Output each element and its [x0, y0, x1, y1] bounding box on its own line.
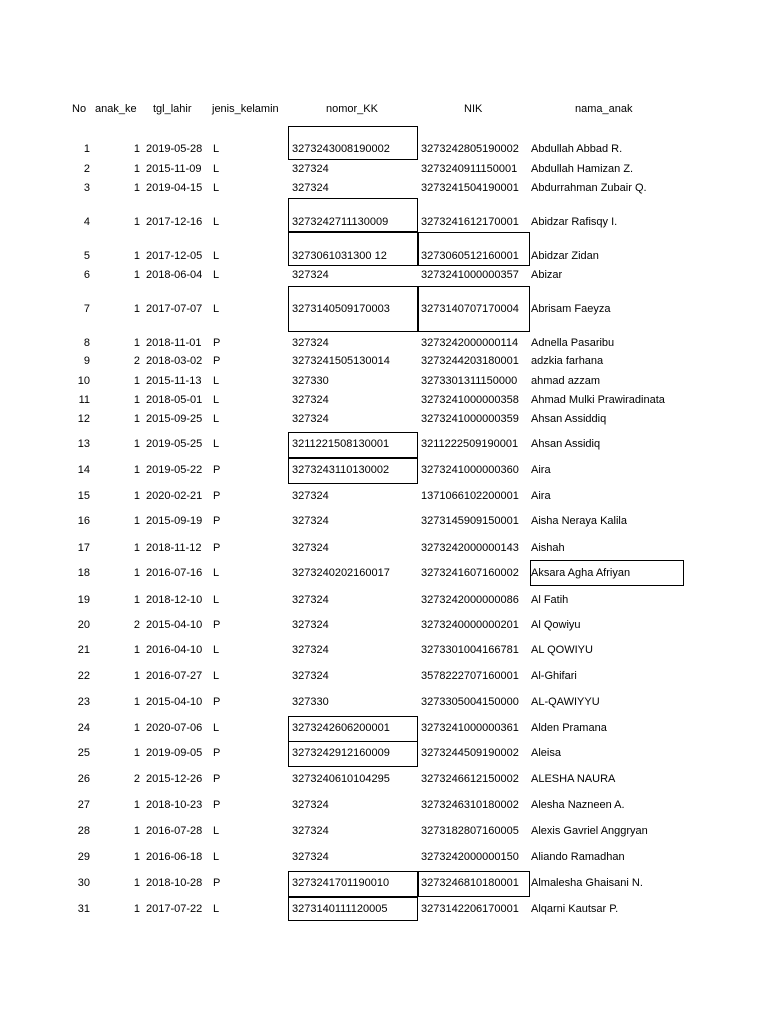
cell-no: 2: [83, 163, 90, 175]
cell-nama-anak: Abidzar Rafisqy I.: [531, 216, 618, 228]
cell-anak-ke: 1: [133, 182, 140, 194]
cell-nomor-kk: 3273240610104295: [292, 773, 390, 785]
cell-nik: 3578222707160001: [421, 670, 519, 682]
cell-nomor-kk: 327324: [292, 825, 329, 837]
cell-tgl-lahir: 2019-05-28: [146, 143, 203, 155]
cell-nomor-kk: 3273140509170003: [292, 303, 390, 315]
cell-border-box: [288, 716, 418, 742]
cell-nik: 3273301004166781: [421, 644, 519, 656]
cell-jenis-kelamin: L: [213, 394, 220, 406]
cell-nama-anak: Al-Ghifari: [531, 670, 577, 682]
cell-jenis-kelamin: P: [213, 619, 221, 631]
cell-nama-anak: adzkia farhana: [531, 355, 604, 367]
cell-nama-anak: Alesha Nazneen A.: [531, 799, 625, 811]
cell-anak-ke: 1: [133, 337, 140, 349]
cell-jenis-kelamin: L: [213, 670, 220, 682]
cell-nomor-kk: 3273140111120005: [292, 903, 388, 915]
cell-jenis-kelamin: P: [213, 490, 221, 502]
cell-nik: 3273241000000361: [421, 722, 519, 734]
cell-anak-ke: 1: [133, 303, 140, 315]
cell-nomor-kk: 327324: [292, 337, 329, 349]
cell-jenis-kelamin: L: [213, 250, 220, 262]
cell-nik: 3273142206170001: [421, 903, 519, 915]
cell-jenis-kelamin: L: [213, 163, 220, 175]
cell-jenis-kelamin: P: [213, 355, 221, 367]
cell-no: 1: [83, 143, 90, 155]
cell-tgl-lahir: 2015-04-10: [146, 619, 203, 631]
cell-anak-ke: 1: [133, 825, 140, 837]
cell-nik: 3273242805190002: [421, 143, 519, 155]
cell-no: 8: [83, 337, 90, 349]
cell-jenis-kelamin: P: [213, 515, 221, 527]
cell-nik: 3273301311150000: [421, 375, 518, 387]
cell-anak-ke: 1: [133, 464, 140, 476]
cell-anak-ke: 1: [133, 163, 140, 175]
header-nama-anak: nama_anak: [575, 103, 633, 115]
cell-nama-anak: Al Fatih: [531, 594, 569, 606]
cell-no: 19: [77, 594, 90, 606]
cell-nomor-kk: 3273243110130002: [292, 464, 390, 476]
cell-anak-ke: 1: [133, 216, 140, 228]
cell-nik: 1371066102200001: [421, 490, 519, 502]
cell-border-box: [288, 126, 418, 160]
cell-anak-ke: 1: [133, 696, 140, 708]
cell-nik: 3273241504190001: [421, 182, 519, 194]
cell-no: 16: [77, 515, 90, 527]
cell-nama-anak: Aleisa: [531, 747, 561, 759]
cell-border-box: [288, 232, 418, 266]
cell-tgl-lahir: 2017-12-05: [146, 250, 203, 262]
cell-anak-ke: 1: [133, 877, 140, 889]
cell-no: 20: [77, 619, 90, 631]
cell-nik: 3273241000000357: [421, 269, 519, 281]
cell-nik: 3273242000000143: [421, 542, 519, 554]
cell-anak-ke: 2: [133, 773, 140, 785]
cell-jenis-kelamin: L: [213, 182, 220, 194]
cell-nama-anak: ALESHA NAURA: [531, 773, 616, 785]
cell-border-box: [288, 198, 418, 232]
cell-no: 17: [77, 542, 90, 554]
cell-nama-anak: Adnella Pasaribu: [531, 337, 615, 349]
cell-tgl-lahir: 2018-06-04: [146, 269, 203, 281]
cell-nama-anak: ahmad azzam: [531, 375, 601, 387]
cell-nomor-kk: 327324: [292, 182, 329, 194]
cell-nik: 3273305004150000: [421, 696, 519, 708]
cell-anak-ke: 1: [133, 799, 140, 811]
cell-no: 10: [77, 375, 90, 387]
cell-nama-anak: Almalesha Ghaisani N.: [531, 877, 643, 889]
cell-nama-anak: Aksara Agha Afriyan: [531, 567, 631, 579]
cell-nama-anak: Aliando Ramadhan: [531, 851, 625, 863]
cell-jenis-kelamin: L: [213, 143, 220, 155]
cell-border-box: [418, 232, 530, 266]
cell-nik: 3273241612170001: [421, 216, 519, 228]
cell-nomor-kk: 3273243008190002: [292, 143, 390, 155]
cell-no: 28: [77, 825, 90, 837]
cell-nomor-kk: 327324: [292, 542, 329, 554]
cell-nomor-kk: 327324: [292, 490, 329, 502]
cell-nama-anak: Ahsan Assiddiq: [531, 413, 607, 425]
cell-nik: 3273244509190002: [421, 747, 519, 759]
cell-jenis-kelamin: L: [213, 413, 220, 425]
cell-anak-ke: 1: [133, 438, 140, 450]
cell-nama-anak: AL-QAWIYYU: [531, 696, 600, 708]
cell-tgl-lahir: 2016-06-18: [146, 851, 203, 863]
cell-border-box: [288, 458, 418, 484]
cell-tgl-lahir: 2018-10-28: [146, 877, 203, 889]
cell-jenis-kelamin: L: [213, 903, 220, 915]
cell-nama-anak: Alden Pramana: [531, 722, 607, 734]
cell-nik: 3273246810180001: [421, 877, 519, 889]
header-jenis-kelamin: jenis_kelamin: [212, 103, 279, 115]
cell-anak-ke: 1: [133, 490, 140, 502]
cell-tgl-lahir: 2015-09-19: [146, 515, 203, 527]
cell-no: 27: [77, 799, 90, 811]
cell-border-box: [288, 871, 418, 897]
cell-jenis-kelamin: P: [213, 773, 221, 785]
cell-nama-anak: Aisha Neraya Kalila: [531, 515, 627, 527]
cell-nomor-kk: 3211221508130001: [292, 438, 390, 450]
cell-nik: 3273242000000086: [421, 594, 519, 606]
cell-anak-ke: 1: [133, 515, 140, 527]
cell-jenis-kelamin: P: [213, 542, 221, 554]
cell-no: 26: [77, 773, 90, 785]
cell-jenis-kelamin: L: [213, 303, 220, 315]
cell-anak-ke: 1: [133, 722, 140, 734]
cell-border-box: [288, 286, 418, 332]
cell-nomor-kk: 327324: [292, 644, 329, 656]
cell-nama-anak: Aira: [531, 490, 551, 502]
cell-tgl-lahir: 2015-12-26: [146, 773, 203, 785]
cell-nomor-kk: 3273241505130014: [292, 355, 390, 367]
cell-nama-anak: Abidzar Zidan: [531, 250, 599, 262]
cell-jenis-kelamin: P: [213, 464, 221, 476]
cell-nik: 3273246310180002: [421, 799, 519, 811]
cell-tgl-lahir: 2016-07-28: [146, 825, 203, 837]
cell-tgl-lahir: 2016-07-16: [146, 567, 203, 579]
cell-anak-ke: 1: [133, 594, 140, 606]
cell-nik: 3273060512160001: [421, 250, 519, 262]
cell-jenis-kelamin: L: [213, 375, 220, 387]
cell-nik: 3273246612150002: [421, 773, 519, 785]
header-tgl-lahir: tgl_lahir: [153, 103, 192, 115]
header-anak-ke: anak_ke: [95, 103, 137, 115]
cell-tgl-lahir: 2017-07-22: [146, 903, 203, 915]
cell-border-box: [418, 871, 530, 897]
cell-jenis-kelamin: L: [213, 851, 220, 863]
cell-anak-ke: 1: [133, 903, 140, 915]
cell-anak-ke: 1: [133, 143, 140, 155]
cell-nomor-kk: 327324: [292, 670, 329, 682]
cell-nik: 3273241000000358: [421, 394, 519, 406]
cell-jenis-kelamin: L: [213, 269, 220, 281]
cell-jenis-kelamin: L: [213, 825, 220, 837]
cell-tgl-lahir: 2016-04-10: [146, 644, 203, 656]
cell-anak-ke: 1: [133, 670, 140, 682]
cell-tgl-lahir: 2019-05-25: [146, 438, 203, 450]
cell-nama-anak: Abdullah Hamizan Z.: [531, 163, 634, 175]
cell-jenis-kelamin: P: [213, 337, 221, 349]
cell-jenis-kelamin: P: [213, 799, 221, 811]
cell-nomor-kk: 3273242606200001: [292, 722, 390, 734]
cell-no: 3: [83, 182, 90, 194]
cell-no: 7: [83, 303, 90, 315]
cell-nama-anak: Aishah: [531, 542, 565, 554]
cell-nomor-kk: 3273242711130009: [292, 216, 389, 228]
cell-no: 30: [77, 877, 90, 889]
cell-tgl-lahir: 2016-07-27: [146, 670, 203, 682]
cell-jenis-kelamin: L: [213, 644, 220, 656]
cell-nama-anak: Ahmad Mulki Prawiradinata: [531, 394, 665, 406]
cell-no: 25: [77, 747, 90, 759]
cell-nik: 3273140707170004: [421, 303, 519, 315]
cell-nama-anak: Aira: [531, 464, 551, 476]
cell-jenis-kelamin: L: [213, 216, 220, 228]
cell-no: 21: [77, 644, 90, 656]
cell-tgl-lahir: 2015-09-25: [146, 413, 203, 425]
cell-anak-ke: 2: [133, 355, 140, 367]
cell-border-box: [530, 560, 684, 586]
cell-nomor-kk: 327330: [292, 375, 329, 387]
cell-nama-anak: Abizar: [531, 269, 563, 281]
cell-nomor-kk: 3273241701190010: [292, 877, 390, 889]
cell-nomor-kk: 327324: [292, 394, 329, 406]
cell-jenis-kelamin: L: [213, 567, 220, 579]
cell-nik: 3273240911150001: [421, 163, 518, 175]
header-nik: NIK: [464, 103, 483, 115]
cell-nomor-kk: 3273240202160017: [292, 567, 390, 579]
cell-no: 9: [83, 355, 90, 367]
cell-nik: 3273242000000114: [421, 337, 519, 349]
cell-jenis-kelamin: L: [213, 438, 220, 450]
cell-nik: 3273241000000360: [421, 464, 519, 476]
cell-tgl-lahir: 2015-11-09: [146, 163, 202, 175]
cell-nik: 3273244203180001: [421, 355, 519, 367]
cell-nik: 3273242000000150: [421, 851, 519, 863]
cell-nik: 3273145909150001: [421, 515, 519, 527]
cell-no: 14: [77, 464, 90, 476]
cell-border-box: [288, 741, 418, 767]
cell-border-box: [288, 432, 418, 458]
cell-tgl-lahir: 2018-11-12: [146, 542, 202, 554]
cell-tgl-lahir: 2019-05-22: [146, 464, 203, 476]
cell-nama-anak: Abdullah Abbad R.: [531, 143, 623, 155]
cell-anak-ke: 1: [133, 644, 140, 656]
cell-nama-anak: Abdurrahman Zubair Q.: [531, 182, 647, 194]
cell-no: 18: [77, 567, 90, 579]
cell-jenis-kelamin: P: [213, 877, 221, 889]
cell-no: 29: [77, 851, 90, 863]
cell-nama-anak: Alqarni Kautsar P.: [531, 903, 619, 915]
cell-nik: 3211222509190001: [421, 438, 519, 450]
cell-no: 5: [83, 250, 90, 262]
cell-anak-ke: 1: [133, 851, 140, 863]
cell-tgl-lahir: 2019-09-05: [146, 747, 203, 759]
cell-anak-ke: 1: [133, 542, 140, 554]
cell-nomor-kk: 327324: [292, 619, 329, 631]
cell-tgl-lahir: 2017-12-16: [146, 216, 203, 228]
cell-anak-ke: 2: [133, 619, 140, 631]
cell-anak-ke: 1: [133, 567, 140, 579]
cell-no: 12: [77, 413, 90, 425]
cell-tgl-lahir: 2018-12-10: [146, 594, 203, 606]
cell-nomor-kk: 327324: [292, 515, 329, 527]
cell-tgl-lahir: 2019-04-15: [146, 182, 203, 194]
cell-nama-anak: AL QOWIYU: [531, 644, 593, 656]
cell-nik: 3273182807160005: [421, 825, 519, 837]
cell-anak-ke: 1: [133, 269, 140, 281]
cell-nomor-kk: 327324: [292, 163, 329, 175]
cell-nomor-kk: 327330: [292, 696, 329, 708]
cell-nomor-kk: 327324: [292, 594, 329, 606]
cell-tgl-lahir: 2018-10-23: [146, 799, 203, 811]
cell-nomor-kk: 327324: [292, 269, 329, 281]
cell-nik: 3273241000000359: [421, 413, 519, 425]
cell-jenis-kelamin: L: [213, 722, 220, 734]
cell-border-box: [288, 897, 418, 921]
cell-anak-ke: 1: [133, 747, 140, 759]
cell-nomor-kk: 327324: [292, 851, 329, 863]
cell-no: 24: [77, 722, 90, 734]
cell-tgl-lahir: 2020-07-06: [146, 722, 203, 734]
cell-nama-anak: Abrisam Faeyza: [531, 303, 611, 315]
cell-tgl-lahir: 2018-03-02: [146, 355, 203, 367]
cell-tgl-lahir: 2020-02-21: [146, 490, 203, 502]
cell-nik: 3273240000000201: [421, 619, 519, 631]
cell-tgl-lahir: 2018-11-01: [146, 337, 202, 349]
cell-nomor-kk: 3273061031300 12: [292, 250, 387, 262]
cell-tgl-lahir: 2017-07-07: [146, 303, 203, 315]
cell-nama-anak: Al Qowiyu: [531, 619, 581, 631]
header-nomor-kk: nomor_KK: [326, 103, 378, 115]
cell-no: 15: [77, 490, 90, 502]
cell-no: 31: [77, 903, 90, 915]
cell-anak-ke: 1: [133, 375, 140, 387]
header-no: No: [72, 103, 87, 115]
cell-jenis-kelamin: P: [213, 696, 221, 708]
cell-nama-anak: Alexis Gavriel Anggryan: [531, 825, 648, 837]
cell-nomor-kk: 327324: [292, 799, 329, 811]
cell-no: 22: [77, 670, 90, 682]
cell-no: 13: [77, 438, 90, 450]
cell-nik: 3273241607160002: [421, 567, 519, 579]
cell-nomor-kk: 3273242912160009: [292, 747, 390, 759]
cell-anak-ke: 1: [133, 250, 140, 262]
cell-no: 11: [78, 394, 90, 406]
cell-tgl-lahir: 2015-11-13: [146, 375, 202, 387]
cell-no: 23: [77, 696, 90, 708]
cell-no: 6: [83, 269, 90, 281]
cell-jenis-kelamin: P: [213, 747, 221, 759]
cell-nomor-kk: 327324: [292, 413, 329, 425]
cell-tgl-lahir: 2015-04-10: [146, 696, 203, 708]
cell-tgl-lahir: 2018-05-01: [146, 394, 203, 406]
cell-border-box: [418, 286, 530, 332]
cell-jenis-kelamin: L: [213, 594, 220, 606]
cell-anak-ke: 1: [133, 394, 140, 406]
cell-no: 4: [83, 216, 90, 228]
cell-nama-anak: Ahsan Assidiq: [531, 438, 601, 450]
cell-anak-ke: 1: [133, 413, 140, 425]
